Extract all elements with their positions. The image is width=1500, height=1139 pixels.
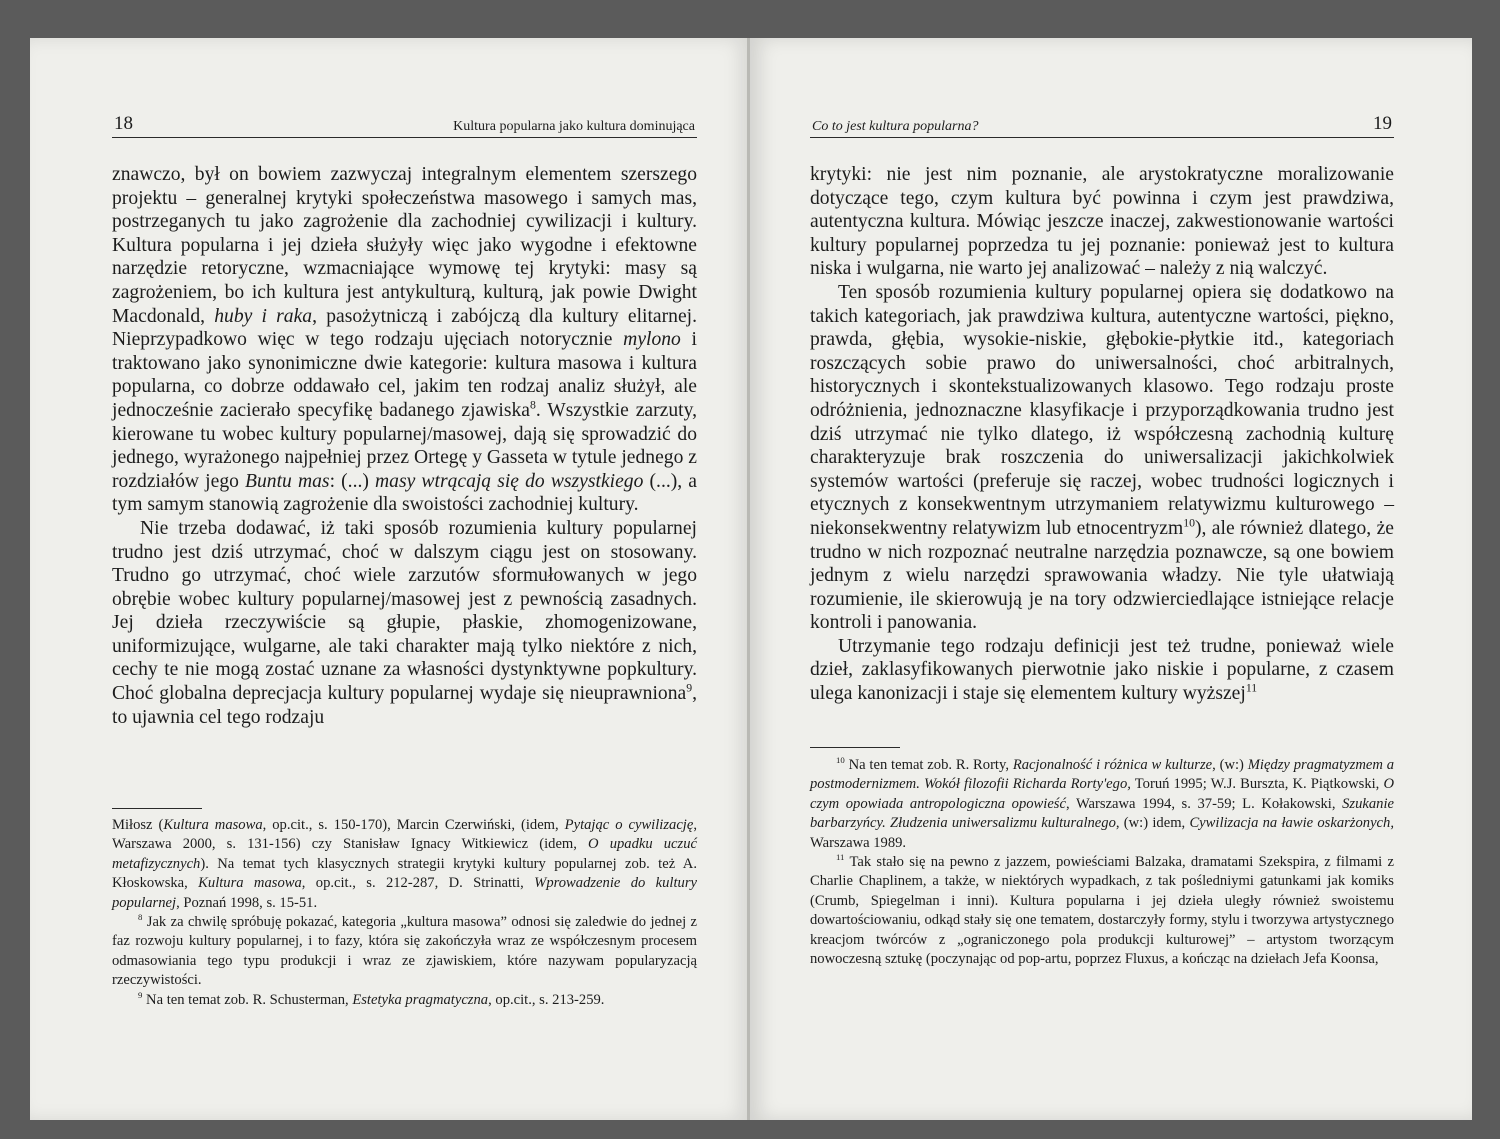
footnote-number: 8 — [138, 912, 143, 923]
left-page — [30, 38, 750, 1120]
paragraph: Ten sposób rozumienia kultury popularnej opiera się dodatkowo na takich kategoriach, jak prawdziwa kultura, autentyczne wartości, piękno, prawda, głębia, wysokie-niskie, głębokie-płytkie itd., kategoriach roszczących sobie prawo do uniwersalności, choć arbitralnych, historycznych i skontekstualizowanych klasowo. Tego rodzaju proste odróżnienia, jednoznaczne klasyfikacje i przyporządkowania trudno jest dziś utrzymać nie tylko dlatego, iż współczesną zachodnią kulturę charakteryzuje brak roszczenia do uniwersalizacji jakichkolwiek systemów wartości (preferuje się raczej, wobec trudności logicznych i etycznych z konsekwentnym utrzymaniem relatywizmu kulturowego – niekonsekwentny relatywizm lub etnocentryzm$^{10}$), ale również dlatego, że trudno w nich rozpoznać neutralne narzędzia poznawcze, są one bowiem jednym z wielu narzędzi sprawowania władzy. Nie tyle ułatwiają rozumienie, ile skierowują je na tory odzwierciedlające istniejące relacje kontroli i panowania. — [810, 281, 1394, 634]
right-page — [750, 38, 1472, 1120]
footnotes-left — [112, 816, 697, 1010]
footnote-divider — [810, 747, 900, 748]
paragraph: znawczo, był on bowiem zazwyczaj integralnym elementem szerszego projektu – generalnej krytyki społeczeństwa masowego i samych mas, postrzeganych tu jako zagrożenie dla zachodniej cywilizacji i kultury. Kultura popularna i jej dzieła służyły więc jako wygodne i efektowne narzędzie retoryczne, wzmacniające wymowę tej krytyki: masy są zagrożeniem, bo ich kultura jest antykulturą, kulturą, jak powie Dwight Macdonald, huby i raka, pasożytniczą i zabójczą dla kultury elitarnej. Nieprzypadkowo więc w tego rodzaju ujęciach notorycznie mylono i traktowano jako synonimiczne dwie kategorie: kultura masowa i kultura popularna, co dobrze oddawało cel, jakim ten rodzaj analiz służył, ale jednocześnie zacierało specyfikę badanego zjawiska$^8$. Wszystkie zarzuty, kierowane tu wobec kultury popularnej/masowej, dają się sprowadzić do jednego, wyrażonego najpełniej przez Ortegę y Gasseta w tytule jednego z rozdziałów jego Buntu mas: (...) masy wtrącają się do wszystkiego (...), a tym samym stanowią zagrożenie dla swoistości zachodniej kultury. — [112, 164, 697, 516]
running-head-right — [810, 111, 1394, 138]
footnote-ref: 8 — [529, 398, 536, 412]
paragraph: Utrzymanie tego rodzaju definicji jest też trudne, ponieważ wiele dzieł, zaklasyfikowanych pierwotnie jako niskie i popularne, z czasem ulega kanonizacji i staje się elementem kultury wyższej$^{11}$ — [810, 635, 1394, 705]
footnote-divider — [112, 808, 202, 809]
running-head-title-right: Co to jest kultura popularna? — [812, 119, 979, 134]
footnote: Miłosz (Kultura masowa, op.cit., s. 150-170), Marcin Czerwiński, (idem, Pytając o cywilizację, Warszawa 2000, s. 131-156) czy Stanisław Ignacy Witkiewicz (idem, O upadku uczuć metafizycznych). Na temat tych klasycznych strategii krytyki kultury popularnej zob. też A. Kłoskowska, Kultura masowa, op.cit., s. 212-287, D. Strinatti, Wprowadzenie do kultury popularnej, Poznań 1998, s. 15-51. — [112, 817, 697, 911]
body-text-right — [810, 163, 1394, 706]
footnote: $^{11}$ Tak stało się na pewno z jazzem, powieściami Balzaka, dramatami Szekspira, z filmami z Charlie Chaplinem, a także, w niektórych wypadkach, z tak pośledniymi gatunkami jak komiks (Crumb, Spiegelman i inni). Kultura popularna i jej dzieła uległy również swoistemu dowartościowaniu, odkąd stały się one tematem, dostarczyły formy, stylu i tworzywa artystycznego kreacjom twórców z „ograniczonego pola produkcji kulturowej” – artystom tworzącym nowoczesną sztukę (poczynając od pop-artu, poprzez Fluxus, a kończąc na dziełach Jefa Koonsa, — [810, 852, 1394, 968]
footnotes-right — [810, 756, 1394, 969]
footnote: $^{10}$ Na ten temat zob. R. Rorty, Racjonalność i różnica w kulturze, (w:) Między pragmatyzmem a postmodernizmem. Wokół filozofii Richarda Rorty'ego, Toruń 1995; W.J. Burszta, K. Piątkowski, O czym opowiada antropologiczna opowieść, Warszawa 1994, s. 37-59; L. Kołakowski, Szukanie barbarzyńcy. Złudzenia uniwersalizmu kulturalnego, (w:) idem, Cywilizacja na ławie oskarżonych, Warszawa 1989. — [810, 755, 1394, 851]
paragraph: krytyki: nie jest nim poznanie, ale arystokratyczne moralizowanie dotyczące tego, czym kultura być powinna i czym jest prawdziwa, autentyczna kultura. Mówiąc jeszcze inaczej, zakwestionowanie wartości kultury popularnej poprzedza tu jej poznanie: ponieważ jest to kultura niska i wulgarna, nie warto jej analizować – należy z nią walczyć. — [810, 164, 1394, 280]
footnote-ref: 10 — [1183, 516, 1195, 530]
page-number-left: 18 — [114, 113, 133, 134]
footnote: $^9$ Na ten temat zob. R. Schusterman, Estetyka pragmatyczna, op.cit., s. 213-259. — [138, 989, 605, 1008]
footnote-ref: 9 — [686, 681, 693, 695]
paragraph: Nie trzeba dodawać, iż taki sposób rozumienia kultury popularnej trudno jest dziś utrzymać, choć w dalszym ciągu jest on stosowany. Trudno go utrzymać, choć wiele zarzutów sformułowanych w jego obrębie wobec kultury popularnej/masowej jest z pewnością zasadnych. Jej dzieła rzeczywiście są głupie, płaskie, zhomogenizowane, uniformizujące, wulgarne, ale taki charakter mają tylko niektóre z nich, cechy te nie mogą zostać uznane za własności dystynktywne popkultury. Choć globalna deprecjacja kultury popularnej wydaje się nieuprawniona$^9$, to ujawnia cel tego rodzaju — [112, 517, 697, 728]
running-head-title-left: Kultura popularna jako kultura dominująca — [453, 119, 695, 134]
body-text-left — [112, 163, 697, 729]
running-head-left — [112, 111, 697, 138]
footnote-ref: 11 — [1245, 681, 1258, 695]
page-number-right: 19 — [1373, 113, 1392, 134]
footnote-number: 11 — [836, 852, 845, 863]
footnote: $^8$ Jak za chwilę spróbuję pokazać, kategoria „kultura masowa” odnosi się zaledwie do jednej z faz rozwoju kultury popularnej, i to fazy, która się zakończyła wraz ze współczesnym procesem odmasowiania tego typu produkcji i wraz ze zjawiskiem, które nazywam popularyzacją rzeczywistości. — [112, 912, 697, 989]
footnote-number: 9 — [138, 989, 143, 1000]
footnote-number: 10 — [836, 755, 845, 766]
